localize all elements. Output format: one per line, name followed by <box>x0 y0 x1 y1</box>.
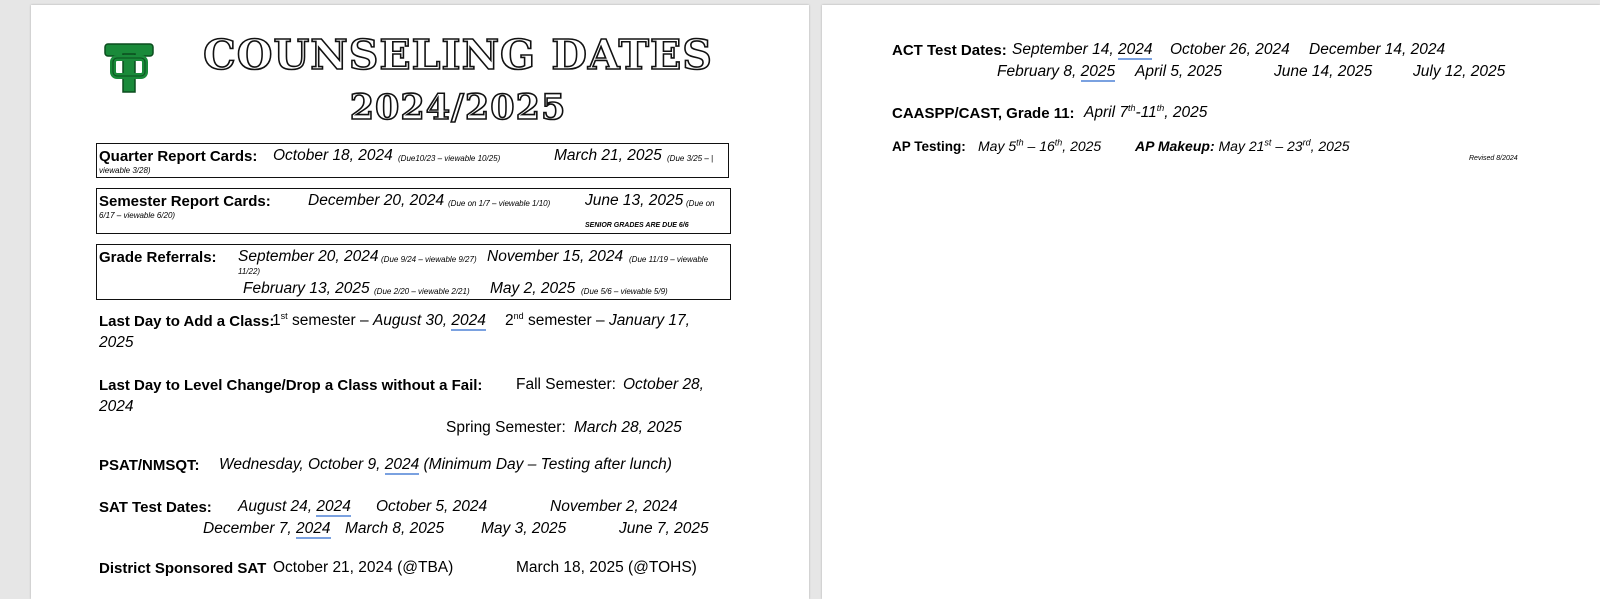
fall-semester-label: Fall Semester: <box>516 376 616 393</box>
semester-note-1: (Due on 1/7 – viewable 1/10) <box>448 199 551 208</box>
referrals-date-4: May 2, 2025 <box>490 280 576 297</box>
district-sat-date-1: October 21, 2024 (@TBA) <box>273 559 454 576</box>
district-sat-label: District Sponsored SAT <box>99 560 267 577</box>
sat-date-4: December 7, 2024 <box>203 520 331 537</box>
add-class-label: Last Day to Add a Class: <box>99 313 275 330</box>
caaspp-date: April 7th-11th, 2025 <box>1084 102 1208 121</box>
quarter-note-2a: (Due 3/25 – | <box>667 154 714 163</box>
level-change-label: Last Day to Level Change/Drop a Class without a Fail: <box>99 377 483 394</box>
fall-semester-year: 2024 <box>99 398 134 415</box>
referrals-date-1: September 20, 2024 <box>238 248 379 265</box>
page-title: COUNSELING DATES <box>203 31 713 79</box>
act-date-6: June 14, 2025 <box>1274 63 1373 80</box>
act-date-3: December 14, 2024 <box>1309 41 1446 58</box>
document-page-2 <box>822 5 1600 599</box>
act-date-5: April 5, 2025 <box>1135 63 1223 80</box>
referrals-note-1: (Due 9/24 – viewable 9/27) <box>381 255 477 264</box>
act-date-7: July 12, 2025 <box>1413 63 1506 80</box>
add-class-sem1: 1st semester – August 30, 2024 <box>272 310 486 329</box>
semester-date-2: June 13, 2025 <box>585 192 684 209</box>
referrals-note-4: (Due 5/6 – viewable 5/9) <box>581 287 668 296</box>
add-class-sem2-year: 2025 <box>99 334 134 351</box>
act-date-2: October 26, 2024 <box>1170 41 1290 58</box>
quarter-date-1: October 18, 2024 <box>273 147 393 164</box>
act-date-4: February 8, 2025 <box>997 63 1116 80</box>
ap-testing-date: May 5th – 16th, 2025 <box>978 137 1102 154</box>
quarter-note-1: (Due10/23 – viewable 10/25) <box>398 154 501 163</box>
fall-semester-date: October 28, <box>623 376 704 393</box>
document-page-1 <box>31 5 809 599</box>
semester-note-2a: (Due on <box>686 199 715 208</box>
referrals-note-2b: 11/22) <box>238 267 261 276</box>
ap-testing-label: AP Testing: <box>892 139 966 154</box>
ap-makeup: AP Makeup: May 21st – 23rd, 2025 <box>1135 137 1350 154</box>
caaspp-label: CAASPP/CAST, Grade 11: <box>892 105 1075 122</box>
referrals-note-2a: (Due 11/19 – viewable <box>629 255 709 264</box>
psat-date: Wednesday, October 9, 2024 (Minimum Day – Testing after lunch) <box>219 456 672 473</box>
sat-date-3: November 2, 2024 <box>550 498 678 515</box>
semester-date-1: December 20, 2024 <box>308 192 445 209</box>
spring-semester-label: Spring Semester: <box>446 419 566 436</box>
add-class-sem2: 2nd semester – January 17, <box>505 310 690 329</box>
semester-note-2b: 6/17 – viewable 6/20) <box>99 211 176 220</box>
school-year: 2024/2025 <box>349 87 567 128</box>
sat-date-1: August 24, 2024 <box>238 498 351 515</box>
sat-date-2: October 5, 2024 <box>376 498 488 515</box>
semester-label: Semester Report Cards: <box>99 193 271 210</box>
spring-semester-date: March 28, 2025 <box>574 419 682 436</box>
quarter-note-2b: viewable 3/28) <box>99 166 151 175</box>
district-sat-date-2: March 18, 2025 (@TOHS) <box>516 559 697 576</box>
quarter-label: Quarter Report Cards: <box>99 148 258 165</box>
sat-label: SAT Test Dates: <box>99 499 212 516</box>
revised-note: Revised 8/2024 <box>1469 155 1518 162</box>
act-date-1: September 14, 2024 <box>1012 41 1153 58</box>
quarter-date-2: March 21, 2025 <box>554 147 662 164</box>
referrals-date-2: November 15, 2024 <box>487 248 624 265</box>
referrals-date-3: February 13, 2025 <box>243 280 370 297</box>
referrals-label: Grade Referrals: <box>99 249 217 266</box>
referrals-note-3: (Due 2/20 – viewable 2/21) <box>374 287 470 296</box>
act-label: ACT Test Dates: <box>892 42 1007 59</box>
senior-grades-note: SENIOR GRADES ARE DUE 6/6 <box>585 222 689 229</box>
sat-date-5: March 8, 2025 <box>345 520 445 537</box>
sat-date-7: June 7, 2025 <box>619 520 709 537</box>
sat-date-6: May 3, 2025 <box>481 520 567 537</box>
psat-label: PSAT/NMSQT: <box>99 457 200 474</box>
